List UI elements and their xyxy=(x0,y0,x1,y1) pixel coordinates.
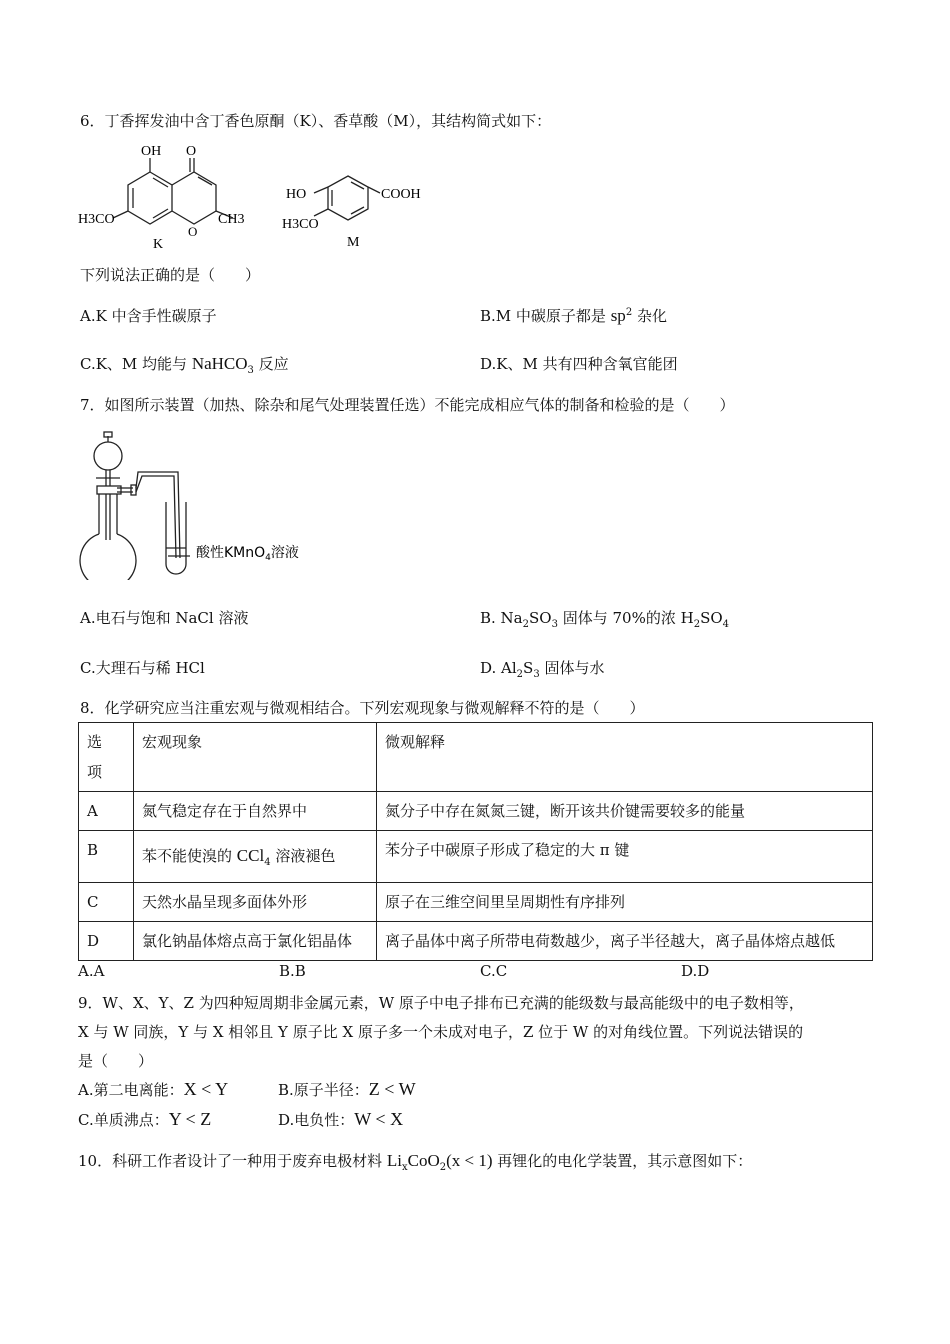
q9-option-a[interactable]: A.第二电离能：X < Y xyxy=(78,1079,229,1099)
row-micro: 原子在三维空间里呈周期性有序排列 xyxy=(377,883,873,922)
table-row xyxy=(79,883,873,922)
m-ho: HO xyxy=(286,187,307,202)
table-row xyxy=(79,922,873,961)
table-row xyxy=(79,792,873,831)
apparatus-figure xyxy=(78,430,318,580)
header-option: 选 项 xyxy=(79,723,134,792)
q6-stem: 6．丁香挥发油中含丁香色原酮（K）、香草酸（M），其结构简式如下： xyxy=(80,112,552,130)
m-h3co: H3CO xyxy=(282,217,319,232)
row-micro: 苯分子中碳原子形成了稳定的大 π 键 xyxy=(377,831,873,883)
q9-option-c[interactable]: C.单质沸点：Y < Z xyxy=(78,1109,212,1129)
q8-choice-b[interactable]: B.B xyxy=(279,962,306,980)
row-option: D xyxy=(79,922,134,961)
structure-K-figure xyxy=(75,140,255,252)
q9-line3: 是（ ） xyxy=(78,1052,154,1070)
q8-table xyxy=(78,722,873,961)
q9-option-b[interactable]: B.原子半径：Z < W xyxy=(278,1079,416,1099)
q7-option-c[interactable]: C.大理石与稀 HCl xyxy=(80,659,205,677)
q7-option-a[interactable]: A.电石与饱和 NaCl 溶液 xyxy=(80,609,249,627)
q8-choice-d[interactable]: D.D xyxy=(681,962,710,980)
k-label: K xyxy=(153,237,164,252)
q7-option-d[interactable]: D. $Al_2S_3$ 固体与水 xyxy=(480,659,605,680)
q9-line1: 9．W、X、Y、Z 为四种短周期非金属元素，W 原子中电子排布已充满的能级数与最高能级中的电子数相等， xyxy=(78,994,804,1012)
q9-line2: X 与 W 同族，Y 与 X 相邻且 Y 原子比 X 原子多一个未成对电子，Z 位于 W 的对角线位置。下列说法错误的 xyxy=(78,1023,804,1041)
q10-stem: 10．科研工作者设计了一种用于废弃电极材料 $Li_xCoO_2(x < 1)$ 再锂化的电化学装置，其示意图如下： xyxy=(78,1151,753,1173)
apparatus-kmno4-label: 酸性KMnO$_4$溶液 xyxy=(196,545,299,563)
q8-stem: 8．化学研究应当注重宏观与微观相结合。下列宏观现象与微观解释不符的是（ ） xyxy=(80,699,645,717)
row-macro: 氯化钠晶体熔点高于氯化铝晶体 xyxy=(134,922,377,961)
q6-option-a[interactable]: A.K 中含手性碳原子 xyxy=(80,307,217,325)
row-option: C xyxy=(79,883,134,922)
k-oh: OH xyxy=(141,144,162,159)
q6-option-b[interactable]: B.M 中碳原子都是 $sp^2$ 杂化 xyxy=(480,306,667,325)
m-label: M xyxy=(347,235,360,250)
header-macro: 宏观现象 xyxy=(134,723,377,792)
q8-choice-a[interactable]: A.A xyxy=(78,962,105,980)
q8-choice-c[interactable]: C.C xyxy=(480,962,508,980)
k-ch3: CH3 xyxy=(218,212,245,227)
row-option: B xyxy=(79,831,134,883)
m-cooh: COOH xyxy=(381,187,421,202)
row-micro: 离子晶体中离子所带电荷数越少，离子半径越大，离子晶体熔点越低 xyxy=(377,922,873,961)
table-row xyxy=(79,831,873,883)
q6-option-c[interactable]: C.K、M 均能与 NaHCO$_3$ 反应 xyxy=(80,354,289,376)
row-macro: 苯不能使溴的 CCl$_4$ 溶液褪色 xyxy=(134,831,377,883)
q6-option-d[interactable]: D.K、M 共有四种含氧官能团 xyxy=(480,355,678,373)
k-ring-o: O xyxy=(188,224,198,239)
row-micro: 氮分子中存在氮氮三键，断开该共价键需要较多的能量 xyxy=(377,792,873,831)
q7-stem: 7．如图所示装置（加热、除杂和尾气处理装置任选）不能完成相应气体的制备和检验的是（ ） xyxy=(80,396,735,414)
q9-option-d[interactable]: D.电负性：W < X xyxy=(278,1109,404,1129)
q7-option-b[interactable]: B. $Na_2SO_3$ 固体与 70%的浓 $H_2SO_4$ xyxy=(480,609,730,630)
table-header-row xyxy=(79,723,873,792)
q6-ask: 下列说法正确的是（ ） xyxy=(80,266,261,284)
row-option: A xyxy=(79,792,134,831)
k-keto-o: O xyxy=(186,144,197,159)
row-macro: 氮气稳定存在于自然界中 xyxy=(134,792,377,831)
k-h3co: H3CO xyxy=(78,212,115,227)
header-micro: 微观解释 xyxy=(377,723,873,792)
row-macro: 天然水晶呈现多面体外形 xyxy=(134,883,377,922)
structure-M-figure xyxy=(280,168,440,252)
